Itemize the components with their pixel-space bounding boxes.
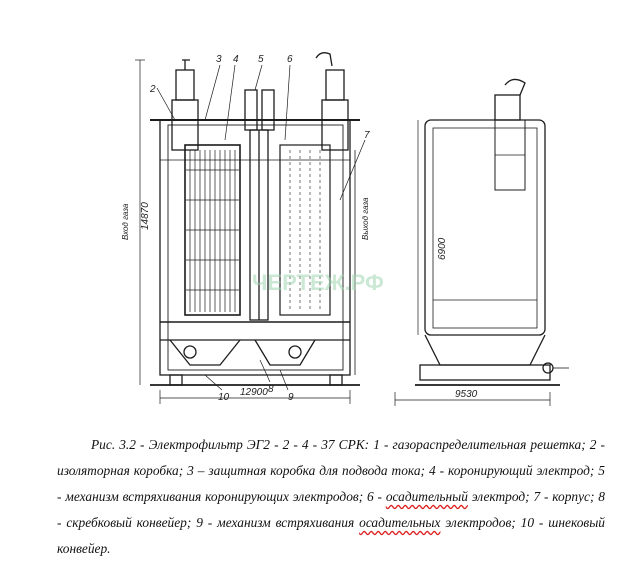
gas-inlet-mark: Вход газа (121, 203, 130, 240)
front-view (135, 53, 365, 404)
part-7-label: 7 (364, 130, 370, 141)
part-2-label: 2 (150, 84, 156, 95)
side-body-dimension: 6900 (437, 237, 448, 260)
left-width-dimension: 12900 (240, 387, 268, 398)
side-view (395, 79, 569, 406)
part-9-label: 9 (288, 392, 294, 403)
watermark: ЧЕРТЕЖ.РФ (252, 270, 384, 295)
part-10-label: 10 (218, 392, 230, 403)
part-4-label: 4 (233, 54, 239, 65)
left-height-dimension: 14870 (140, 202, 151, 230)
caption-word-osaditelny: осадительный (385, 489, 468, 504)
caption-lead: Рис. 3.2 - Электрофильтр ЭГ2 - 2 - 4 - 37 СРК: 1 - газораспределительная решетка; 2 - изоляторная коробка; 3 – защитная коробка для подвода тока; 4 - коронирующий электрод; 5 - механизм встряхивания коронирующих электродов; 6 - (57, 437, 605, 504)
right-width-dimension: 9530 (455, 389, 478, 400)
caption-mid: электрод; 7 - корпус; 8 - скребковый конвейер; 9 - механизм встряхивания (57, 489, 605, 530)
part-6-label: 6 (287, 54, 293, 65)
part-3-label: 3 (216, 54, 222, 65)
gas-outlet-mark: Выход газа (361, 197, 370, 240)
caption-tail: электродов; 10 - шнековый конвейер. (57, 515, 606, 556)
caption-word-osaditelnykh: осадительных (359, 515, 441, 530)
part-5-label: 5 (258, 54, 264, 65)
figure-caption (57, 432, 605, 562)
part-8-label: 8 (268, 384, 274, 395)
